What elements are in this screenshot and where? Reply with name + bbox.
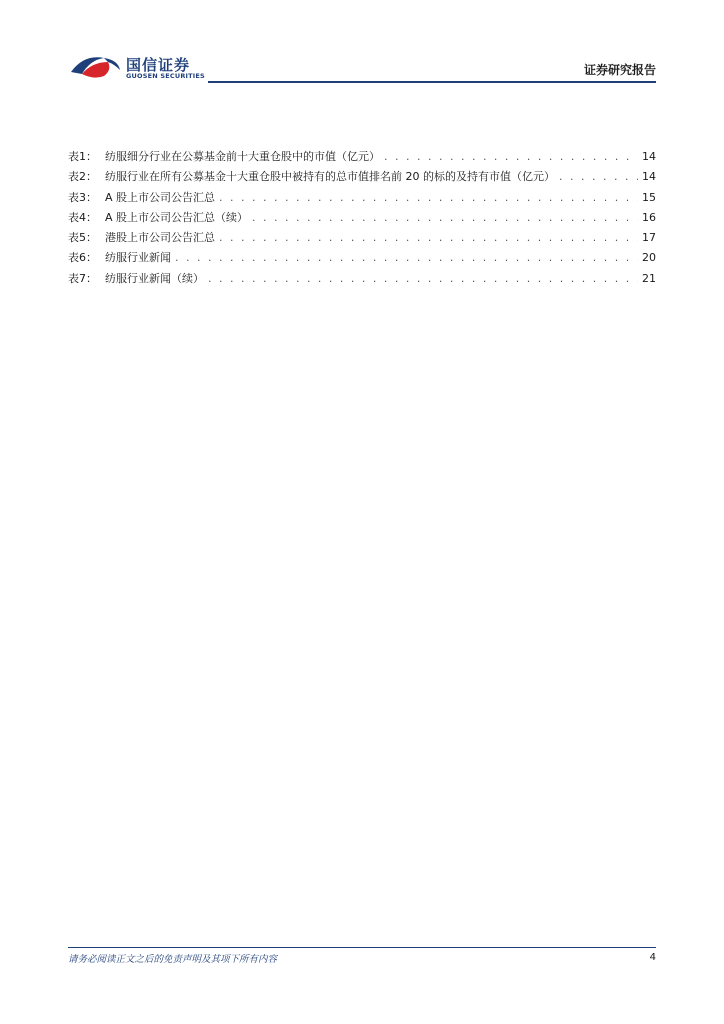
page-header bbox=[68, 48, 656, 84]
report-type-label: 证券研究报告 bbox=[583, 63, 656, 77]
toc-entry-page[interactable]: 14 bbox=[642, 150, 656, 163]
toc-entry-title[interactable]: 纺服细分行业在公募基金前十大重仓股中的市值（亿元） bbox=[105, 150, 380, 163]
toc-entry-label: 表5： bbox=[68, 231, 97, 245]
toc-leader-dots bbox=[175, 251, 638, 264]
toc-leader-dots bbox=[219, 191, 638, 204]
toc-entry-label: 表2： bbox=[68, 170, 97, 184]
toc-entry-title[interactable]: 纺服行业在所有公募基金十大重仓股中被持有的总市值排名前 20 的标的及持有市值（亿元） bbox=[105, 170, 555, 184]
toc-entry[interactable] bbox=[68, 229, 656, 249]
toc-entry[interactable] bbox=[68, 189, 656, 209]
toc-entry-title[interactable]: 港股上市公司公告汇总 bbox=[105, 231, 215, 245]
toc-entry-page[interactable]: 16 bbox=[642, 210, 656, 224]
toc-entry-title[interactable]: A 股上市公司公告汇总 bbox=[105, 190, 216, 204]
toc-entry-title[interactable]: A 股上市公司公告汇总（续） bbox=[105, 210, 249, 224]
footer-disclaimer: 请务必阅读正文之后的免责声明及其项下所有内容 bbox=[68, 954, 278, 965]
toc-entry-page[interactable]: 17 bbox=[642, 231, 656, 245]
toc-entry-page[interactable]: 21 bbox=[642, 271, 656, 285]
toc-leader-dots bbox=[219, 231, 638, 244]
header-divider bbox=[208, 81, 656, 83]
toc-entry[interactable] bbox=[68, 270, 656, 290]
toc-entry-label: 表4： bbox=[68, 210, 97, 224]
toc-leader-dots bbox=[559, 170, 638, 183]
logo-english-name: GUOSEN SECURITIES bbox=[126, 72, 205, 80]
toc-entry-title[interactable]: 纺服行业新闻 bbox=[105, 251, 171, 265]
toc-entry[interactable] bbox=[68, 148, 656, 168]
toc-entry-page[interactable]: 14 bbox=[642, 170, 656, 184]
page-number: 4 bbox=[649, 952, 656, 963]
toc-entry-label: 表3： bbox=[68, 190, 97, 204]
toc-entry[interactable] bbox=[68, 209, 656, 229]
toc-leader-dots bbox=[384, 150, 638, 163]
toc-leader-dots bbox=[252, 211, 638, 224]
toc-entry[interactable] bbox=[68, 168, 656, 188]
toc-entry[interactable] bbox=[68, 249, 656, 269]
logo-chinese-name: 国信证券 bbox=[126, 56, 191, 74]
toc-leader-dots bbox=[208, 272, 638, 285]
footer-divider bbox=[68, 947, 656, 948]
guosen-logo-icon bbox=[68, 50, 124, 82]
toc-entry-title[interactable]: 纺服行业新闻（续） bbox=[105, 271, 204, 285]
table-of-tables bbox=[68, 148, 656, 290]
toc-entry-label: 表7： bbox=[68, 271, 97, 285]
toc-entry-page[interactable]: 15 bbox=[642, 190, 656, 204]
guosen-logo bbox=[68, 50, 208, 82]
toc-entry-page[interactable]: 20 bbox=[642, 251, 656, 265]
toc-entry-label: 表6： bbox=[68, 251, 97, 265]
toc-entry-label: 表1： bbox=[68, 150, 97, 163]
